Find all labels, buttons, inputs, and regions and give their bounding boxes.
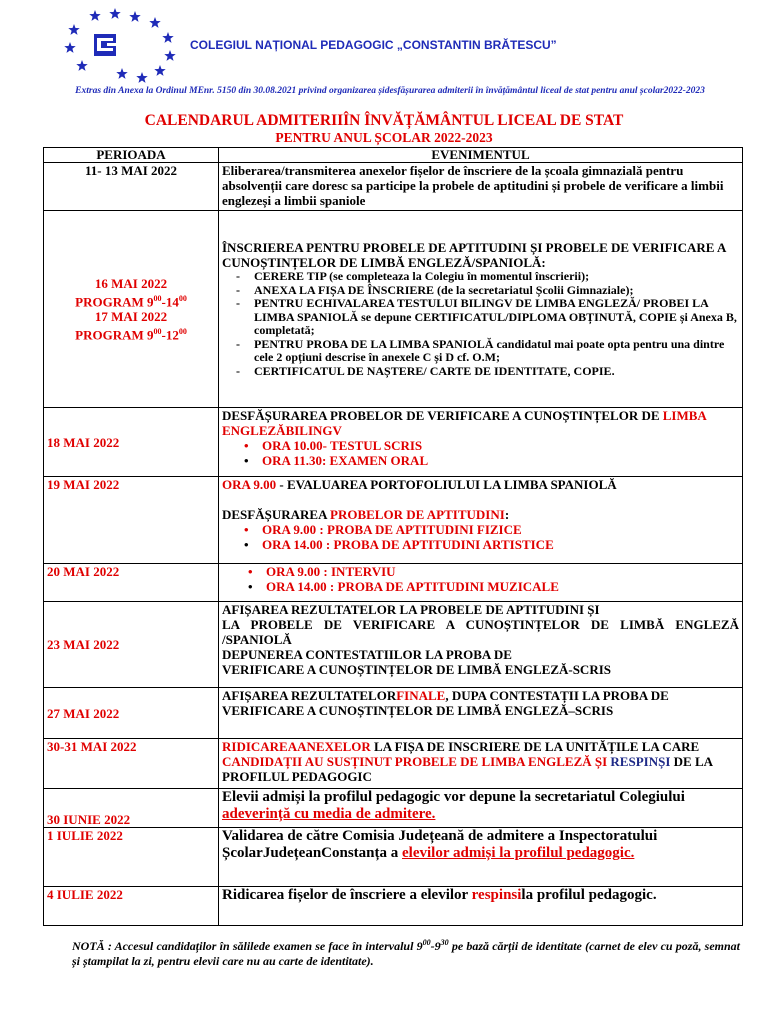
- list-item: • ORA 9.00 : INTERVIU: [248, 564, 739, 579]
- col-header-event: EVENIMENTUL: [219, 148, 743, 163]
- table-row: [44, 739, 743, 789]
- row-date: 30 IUNIE 2022: [44, 789, 219, 828]
- star-icon: [76, 60, 87, 71]
- list-item: • ORA 10.00- TESTUL SCRIS: [244, 438, 739, 453]
- table-row: [44, 477, 743, 564]
- event-text: - EVALUAREA PORTOFOLIULUI LA LIMBA SPANIOLĂ: [276, 477, 617, 492]
- program-text: -12: [161, 327, 179, 343]
- table-row: [44, 688, 743, 739]
- event-line: [222, 507, 739, 522]
- col-header-period: PERIOADA: [44, 148, 219, 163]
- star-icon: [116, 68, 127, 79]
- schedule-list: [222, 564, 739, 594]
- program-text: PROGRAM 9: [75, 327, 154, 343]
- schedule-list: [222, 522, 739, 552]
- row-date: 1 IULIE 2022: [44, 828, 219, 887]
- row-date: 11- 13 MAI 2022: [44, 163, 219, 211]
- table-row: [44, 789, 743, 828]
- table-row: [44, 828, 743, 887]
- row-date: 27 MAI 2022: [44, 688, 219, 739]
- row-event: Eliberarea/transmiterea anexelor fișelor de înscriere de la școala gimnazială pentru absolvenții care doresc sa participe la probele de aptitudini și probele de verificare a limbii englezeși a limbii spaniole: [219, 163, 743, 211]
- school-logo-icon: [60, 8, 180, 83]
- row-event: [219, 887, 743, 926]
- row-event: [219, 789, 743, 828]
- page-subtitle: PENTRU ANUL ȘCOLAR 2022-2023: [275, 130, 493, 145]
- row-event: [219, 739, 743, 789]
- row-event: [219, 602, 743, 688]
- event-heading: ÎNSCRIEREA PENTRU PROBELE DE APTITUDINI ȘI PROBELE DE VERIFICARE A CUNOȘTINȚELOR DE LIMBĂ ENGLEZĂ/SPANIOLĂ:: [222, 240, 726, 270]
- program-sup: 00: [178, 327, 187, 336]
- row-date: 20 MAI 2022: [44, 564, 219, 602]
- date-line: 17 MAI 2022: [94, 309, 168, 324]
- event-text: AFIȘAREA REZULTATELOR: [222, 688, 397, 703]
- row-date: 23 MAI 2022: [44, 602, 219, 688]
- event-text: DE LA PROFILUL PEDAGOGIC: [222, 754, 713, 784]
- note-text: -9: [430, 939, 441, 953]
- note-text: pe bază cărții de identitate (carnet de elev cu poză, semnat și ștampilat la zi, pentru elevii care nu au carte de identitate).: [72, 939, 740, 968]
- note-sup: 00: [422, 938, 431, 947]
- row-event: [219, 564, 743, 602]
- event-highlight: CANDIDAȚII AU SUSȚINUT PROBELE DE LIMBA ENGLEZĂ ȘI: [222, 754, 611, 769]
- school-name: COLEGIUL NAȚIONAL PEDAGOGIC „CONSTANTIN BRĂTESCU”: [190, 38, 557, 52]
- table-row: [44, 602, 743, 688]
- event-text: Ridicarea fișelor de înscriere a elevilor: [222, 887, 472, 903]
- date-line: 16 MAI 2022: [94, 275, 168, 291]
- program-sup: 00: [178, 293, 187, 303]
- star-icon: [64, 42, 75, 53]
- list-item: - ANEXA LA FIȘA DE ÎNSCRIERE (de la secretariatul Școlii Gimnaziale);: [236, 284, 739, 298]
- table-header-row: [44, 148, 743, 163]
- row-date: 19 MAI 2022: [44, 477, 219, 564]
- event-text: Elevii admiși la profilul pedagogic vor depune la secretariatul Colegiului: [222, 789, 685, 805]
- row-date: 4 IULIE 2022: [44, 887, 219, 926]
- star-icon: [162, 32, 173, 43]
- star-icon: [149, 17, 160, 28]
- event-highlight: elevilor admiși la profilul pedagogic.: [402, 845, 635, 861]
- event-highlight: PROBELOR DE APTITUDINI: [330, 507, 505, 522]
- star-icon: [136, 72, 147, 83]
- note-text: NOTĂ : Accesul candidaților în sălilede examen se face în intervalul 9: [72, 939, 423, 953]
- requirements-list: [222, 270, 739, 378]
- footer-note: [72, 935, 740, 969]
- event-line: DEPUNEREA CONTESTATIILOR LA PROBA DE: [222, 647, 512, 662]
- table-row: [44, 564, 743, 602]
- event-highlight: FINALE: [396, 688, 446, 703]
- table-row: [44, 887, 743, 926]
- list-item: - PENTRU PROBA DE LA LIMBA SPANIOLĂ candidatul mai poate opta pentru una dintre cele 2 opțiuni descrise în anexele C și D cf. O.M;: [236, 338, 739, 365]
- event-text: LA FIȘA DE INSCRIERE DE LA UNITĂȚILE LA CARE: [370, 739, 700, 754]
- list-item: - PENTRU ECHIVALAREA TESTULUI BILINGV DE LIMBA ENGLEZĂ/ PROBEI LA LIMBA SPANIOLĂ se depune CERTIFICATUL/DIPLOMA OBȚINUTĂ, COPIE și Anexa B, completată;: [236, 297, 739, 338]
- event-highlight-navy: RESPINȘI: [610, 754, 671, 769]
- event-text: la profilul pedagogic.: [521, 887, 657, 903]
- event-line: [222, 477, 739, 492]
- star-icon: [154, 65, 165, 76]
- event-highlight: ORA 9.00: [222, 477, 277, 492]
- table-row: [44, 163, 743, 211]
- header: [60, 8, 760, 83]
- list-item: • ORA 14.00 : PROBA DE APTITUDINI MUZICALE: [248, 579, 739, 594]
- row-date: [44, 211, 219, 408]
- table-row: [44, 211, 743, 408]
- note-sup: 30: [440, 938, 449, 947]
- row-event: [219, 828, 743, 887]
- program-text: -14: [161, 294, 179, 309]
- page-title: CALENDARUL ADMITERIIÎN ÎNVĂȚĂMÂNTUL LICEAL DE STAT: [144, 112, 624, 129]
- program-line: [47, 291, 215, 309]
- row-event: [219, 408, 743, 477]
- table-row: [44, 408, 743, 477]
- event-line: LA PROBELE DE VERIFICARE A CUNOȘTINȚELOR DE LIMBĂ ENGLEZĂ /SPANIOLĂ: [222, 617, 739, 647]
- event-text: , DUPA CONTESTAȚII LA PROBA DE VERIFICARE A CUNOȘTINȚELOR DE LIMBĂ ENGLEZĂ–SCRIS: [222, 688, 669, 718]
- event-text: :: [504, 507, 510, 522]
- event-highlight: RIDICAREAANEXELOR: [222, 739, 371, 754]
- star-icon: [109, 8, 120, 19]
- program-sup: 00: [153, 293, 162, 303]
- event-text: DESFĂȘURAREA: [222, 507, 330, 522]
- event-highlight: respinsi: [471, 887, 522, 903]
- list-item: • ORA 9.00 : PROBA DE APTITUDINI FIZICE: [244, 522, 739, 537]
- event-line: AFIȘAREA REZULTATELOR LA PROBELE DE APTITUDINI ȘI: [222, 602, 600, 617]
- event-text: Validarea de către Comisia Județeană de admitere a Inspectoratului ȘcolarJudețeanConstanța a: [222, 828, 658, 861]
- row-event: [219, 688, 743, 739]
- list-item: • ORA 14.00 : PROBA DE APTITUDINI ARTISTICE: [244, 537, 739, 552]
- row-event: [219, 211, 743, 408]
- star-icon: [164, 50, 175, 61]
- event-text: DESFĂȘURAREA PROBELOR DE VERIFICARE A CUNOȘTINȚELOR DE: [222, 408, 663, 423]
- program-text: PROGRAM 9: [75, 294, 154, 309]
- schedule-list: [222, 438, 739, 468]
- event-highlight: adeverință cu media de admitere.: [222, 806, 436, 822]
- program-sup: 00: [153, 327, 162, 336]
- order-extract: Extras din Anexa la Ordinul MEnr. 5150 din 30.08.2021 privind organizarea șidesfășurarea admiterii în învățământul liceal de stat pentru anul școlar2022-2023: [75, 86, 705, 96]
- row-date: 30-31 MAI 2022: [44, 739, 219, 789]
- row-date: 18 MAI 2022: [44, 408, 219, 477]
- row-event: [219, 477, 743, 564]
- program-line: [47, 324, 215, 342]
- event-line: VERIFICARE A CUNOȘTINȚELOR DE LIMBĂ ENGLEZĂ-SCRIS: [222, 662, 611, 677]
- star-icon: [89, 10, 100, 21]
- list-item: • ORA 11.30: EXAMEN ORAL: [244, 453, 739, 468]
- list-item: - CERERE TIP (se completeaza la Colegiu în momentul înscrierii);: [236, 270, 739, 284]
- event-highlight: LIMBA ENGLEZĂBILINGV: [222, 408, 707, 438]
- star-icon: [129, 11, 140, 22]
- star-icon: [68, 24, 79, 35]
- list-item: - CERTIFICATUL DE NAȘTERE/ CARTE DE IDENTITATE, COPIE.: [236, 365, 739, 379]
- admission-calendar-table: [43, 147, 743, 926]
